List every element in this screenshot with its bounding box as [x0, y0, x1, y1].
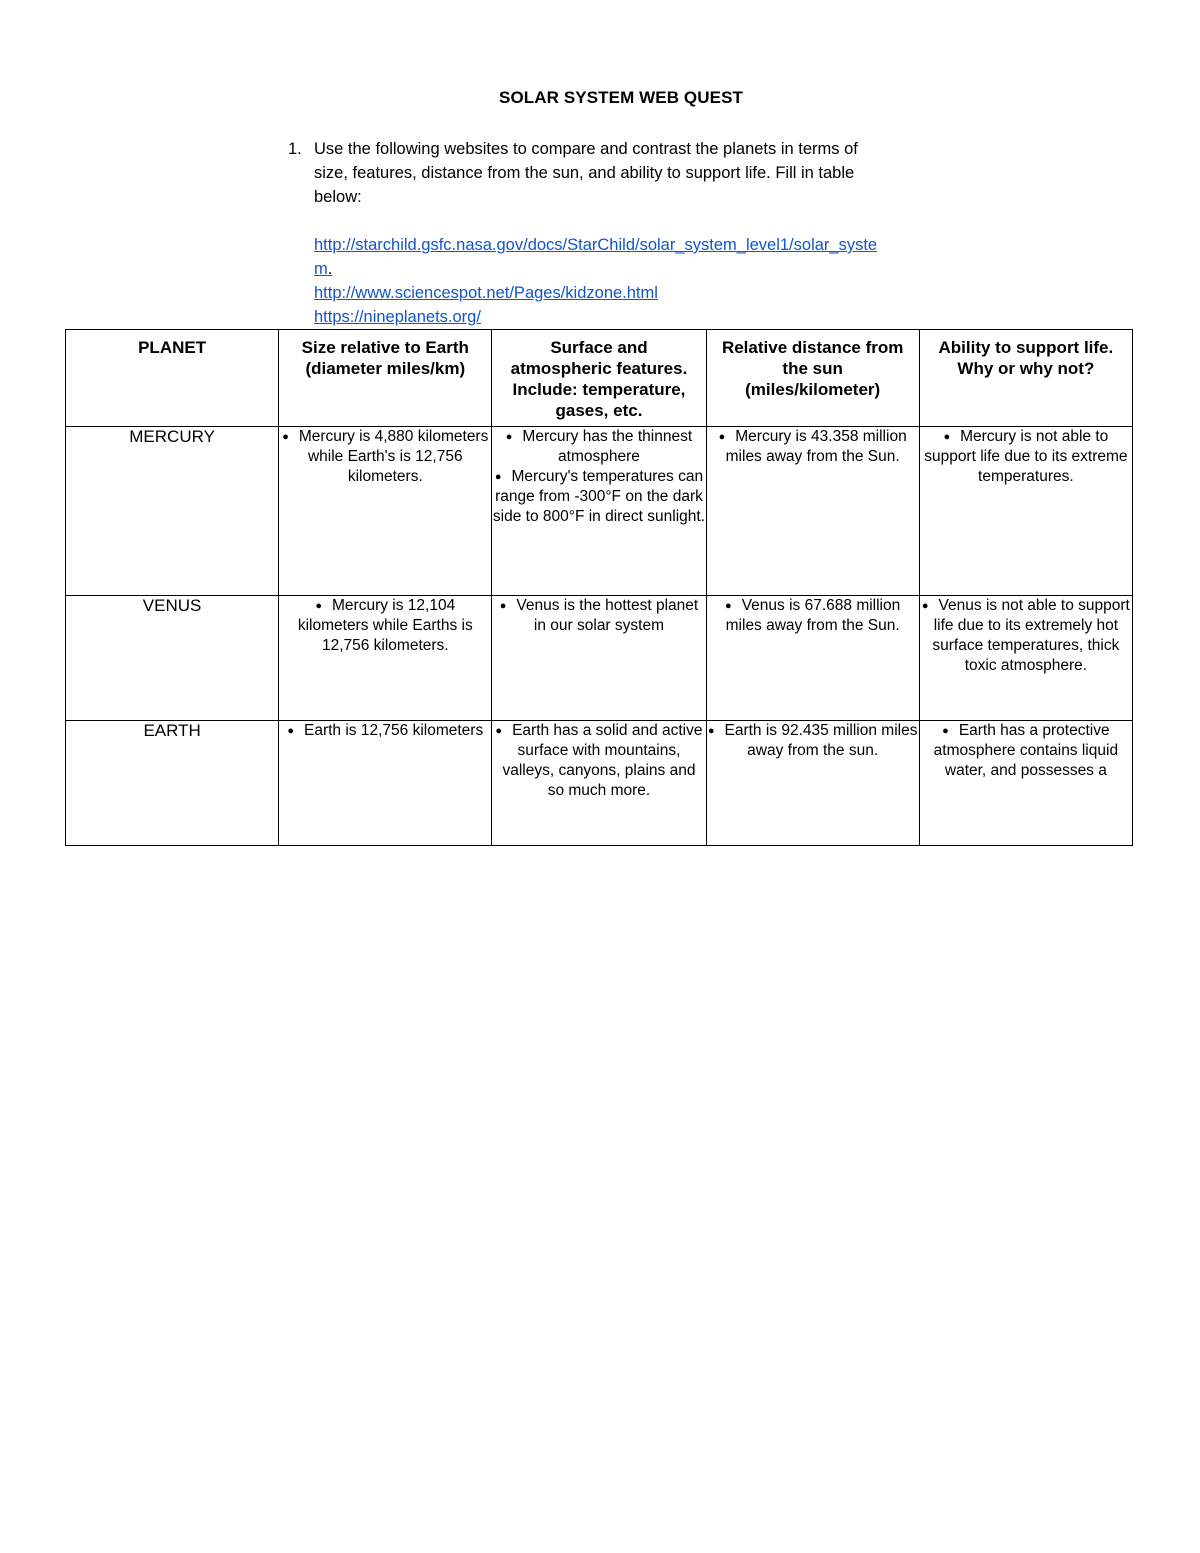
- bullet-icon: ●: [282, 431, 289, 443]
- bullet-list: [920, 721, 1132, 781]
- bullet-item: [492, 596, 705, 636]
- bullet-icon: ●: [921, 600, 929, 612]
- bullet-icon: ●: [718, 431, 726, 443]
- features-cell: [492, 596, 706, 721]
- bullet-item: [492, 467, 705, 527]
- table-body: [66, 427, 1133, 846]
- page-title: SOLAR SYSTEM WEB QUEST: [499, 88, 743, 107]
- bullet-text: Earth is 12,756 kilometers: [304, 722, 484, 739]
- bullet-list: [920, 427, 1132, 487]
- bullet-item: [492, 427, 705, 467]
- bullet-icon: ●: [943, 431, 951, 443]
- link-list: [314, 233, 889, 329]
- bullet-text: Mercury has the thinnest atmosphere: [522, 428, 693, 465]
- bullet-item: [707, 596, 919, 636]
- link-nineplanets[interactable]: https://nineplanets.org/: [314, 308, 481, 326]
- bullet-icon: ●: [499, 600, 507, 612]
- bullet-list: [920, 596, 1132, 676]
- bullet-text: Earth has a solid and active surface with mountains, valleys, canyons, plains and so much more.: [502, 722, 703, 799]
- link-sciencespot[interactable]: http://www.sciencespot.net/Pages/kidzone.html: [314, 284, 658, 302]
- size-cell: [279, 596, 492, 721]
- distance-cell: [706, 427, 919, 596]
- features-cell: [492, 427, 706, 596]
- bullet-item: [920, 721, 1132, 781]
- instruction-text: Use the following websites to compare and contrast the planets in terms of size, features, distance from the sun, and ability to support life. Fill in table below:: [314, 140, 858, 206]
- table-row: [66, 427, 1133, 596]
- table-row: [66, 596, 1133, 721]
- table-row: [66, 721, 1133, 846]
- bullet-item: [920, 596, 1132, 676]
- planet-table: [65, 329, 1133, 846]
- bullet-list: [279, 596, 491, 656]
- bullet-icon: ●: [495, 725, 503, 737]
- bullet-icon: ●: [505, 431, 513, 443]
- bullet-icon: ●: [725, 600, 732, 612]
- life-cell: [919, 596, 1132, 721]
- bullet-list: [707, 596, 919, 636]
- bullet-list: [707, 721, 919, 761]
- bullet-icon: ●: [494, 471, 502, 483]
- bullet-list: [279, 721, 491, 741]
- planet-name-cell: EARTH: [66, 721, 279, 846]
- bullet-item: [492, 721, 705, 801]
- bullet-list: [279, 427, 491, 487]
- bullet-item: [707, 427, 919, 467]
- instruction-number: 1.: [288, 140, 302, 158]
- size-cell: [279, 427, 492, 596]
- header-planet: PLANET: [66, 330, 279, 427]
- bullet-item: [279, 721, 491, 741]
- header-size: Size relative to Earth (diameter miles/km): [279, 330, 492, 427]
- bullet-item: [279, 596, 491, 656]
- distance-cell: [706, 721, 919, 846]
- size-cell: [279, 721, 492, 846]
- features-cell: [492, 721, 706, 846]
- bullet-icon: ●: [287, 725, 294, 737]
- link-starchild[interactable]: http://starchild.gsfc.nasa.gov/docs/StarChild/solar_system_level1/solar_system.: [314, 236, 878, 278]
- distance-cell: [706, 596, 919, 721]
- bullet-text: Earth has a protective atmosphere contains liquid water, and possesses a: [933, 722, 1119, 779]
- bullet-item: [279, 427, 491, 487]
- header-distance: Relative distance from the sun (miles/kilometer): [706, 330, 919, 427]
- bullet-text: Venus is the hottest planet in our solar system: [516, 597, 699, 634]
- link-suffix: .: [327, 260, 333, 278]
- bullet-icon: ●: [707, 725, 715, 737]
- bullet-text: Mercury's temperatures can range from -300°F on the dark side to 800°F in direct sunlight.: [492, 468, 706, 525]
- bullet-item: [920, 427, 1132, 487]
- bullet-list: [492, 721, 705, 801]
- life-cell: [919, 427, 1132, 596]
- header-features: Surface and atmospheric features. Include: temperature, gases, etc.: [492, 330, 706, 427]
- bullet-list: [492, 427, 705, 527]
- bullet-icon: ●: [315, 600, 322, 612]
- header-life: Ability to support life. Why or why not?: [919, 330, 1132, 427]
- bullet-item: [707, 721, 919, 761]
- planet-name-cell: VENUS: [66, 596, 279, 721]
- bullet-text: Earth is 92.435 million miles away from the sun.: [724, 722, 918, 759]
- bullet-list: [492, 596, 705, 636]
- bullet-text: Mercury is 4,880 kilometers while Earth's is 12,756 kilometers.: [298, 428, 489, 485]
- bullet-list: [707, 427, 919, 467]
- bullet-text: Mercury is 12,104 kilometers while Earths is 12,756 kilometers.: [297, 597, 473, 654]
- bullet-text: Mercury is not able to support life due to its extreme temperatures.: [924, 428, 1128, 485]
- bullet-text: Venus is not able to support life due to its extremely hot surface temperatures, thick toxic atmosphere.: [932, 597, 1130, 674]
- instructions: [288, 137, 888, 329]
- bullet-text: Venus is 67.688 million miles away from the Sun.: [725, 597, 901, 634]
- table-header-row: [66, 330, 1133, 427]
- planet-name-cell: MERCURY: [66, 427, 279, 596]
- bullet-icon: ●: [942, 725, 949, 737]
- life-cell: [919, 721, 1132, 846]
- bullet-text: Mercury is 43.358 million miles away from the Sun.: [725, 428, 907, 465]
